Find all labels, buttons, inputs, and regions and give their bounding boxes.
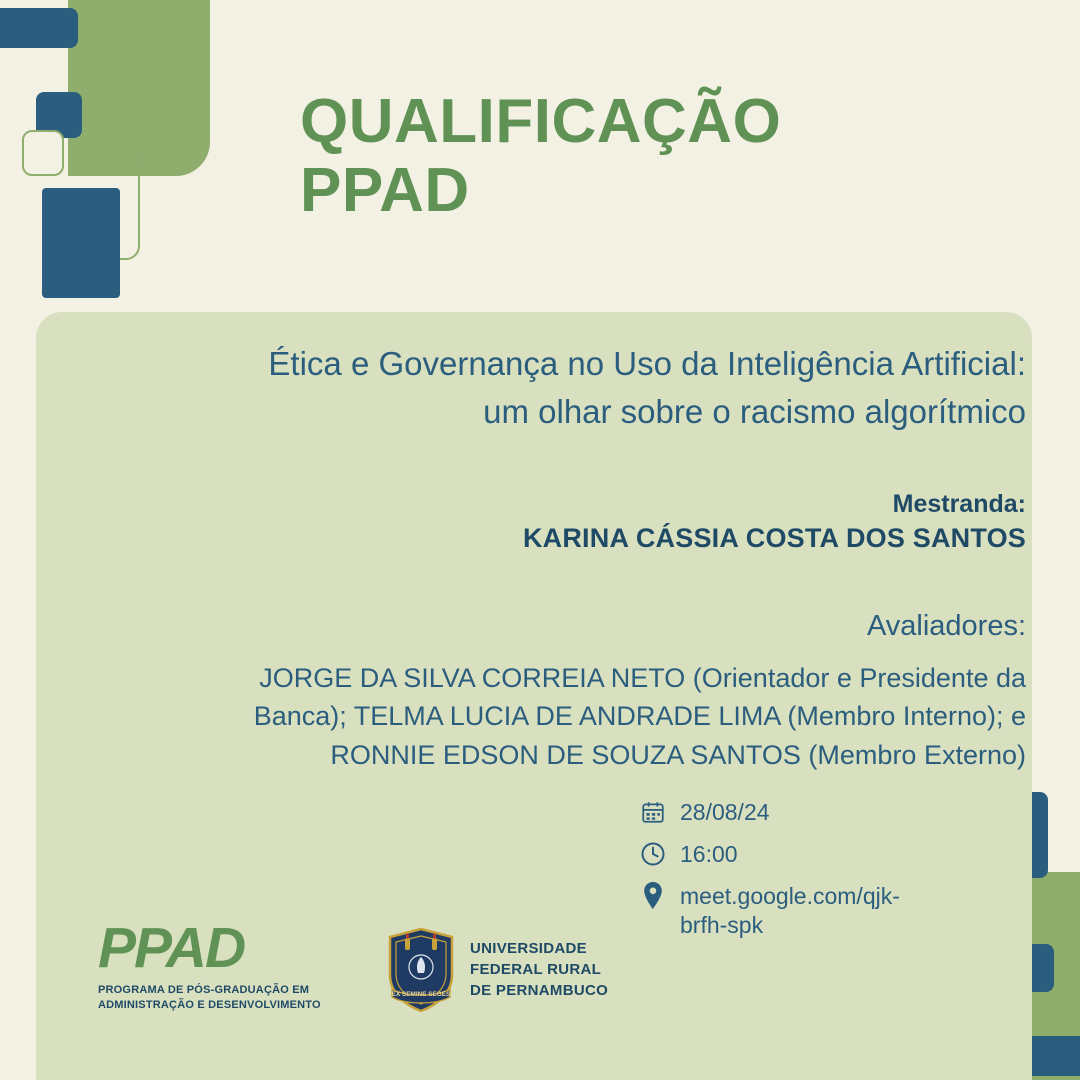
ppad-subtitle-line-1: PROGRAMA DE PÓS-GRADUAÇÃO EM: [98, 984, 310, 996]
decor-blue-tall-top: [42, 188, 120, 298]
ufrpe-name-line-3: DE PERNAMBUCO: [470, 982, 609, 1000]
ufrpe-name-line-1: UNIVERSIDADE: [470, 939, 587, 957]
clock-icon: [636, 838, 670, 870]
subject-line-2: um olhar sobre o racismo algorítmico: [483, 392, 1026, 430]
reviewers-block: [96, 610, 1026, 774]
event-date-row: [636, 796, 976, 828]
ufrpe-name: [470, 938, 608, 1002]
ufrpe-crest-icon: [384, 927, 458, 1013]
event-time-row: [636, 838, 976, 870]
reviewers-names: [96, 659, 1026, 774]
reviewers-line-1: JORGE DA SILVA CORREIA NETO (Orientador e Presidente da: [259, 663, 1026, 693]
map-pin-icon: [636, 880, 670, 912]
footer-logos: [98, 916, 609, 1013]
event-date: 28/08/24: [680, 799, 770, 825]
speaker-name: KARINA CÁSSIA COSTA DOS SANTOS: [522, 523, 1026, 553]
subject-line-1: Ética e Governança no Uso da Inteligência Artificial:: [268, 345, 1026, 382]
reviewers-line-2: Banca); TELMA LUCIA DE ANDRADE LIMA (Membro Interno); e: [253, 701, 1026, 732]
ufrpe-name-line-2: FEDERAL RURAL: [470, 961, 602, 979]
content-card: [36, 312, 1032, 1080]
svg-text:EX SEMINE SEGES: EX SEMINE SEGES: [391, 990, 451, 998]
reviewers-line-3: RONNIE EDSON DE SOUZA SANTOS (Membro Externo): [330, 739, 1026, 770]
page-title: [300, 87, 940, 225]
reviewers-title: Avaliadores:: [866, 610, 1026, 642]
event-info: [636, 796, 976, 951]
event-location[interactable]: meet.google.com/qjk-brfh-spk: [680, 883, 900, 939]
title-line-1: QUALIFICAÇÃO: [300, 87, 782, 156]
ppad-logo: [98, 916, 348, 1013]
ppad-subtitle-line-2: ADMINISTRAÇÃO E DESENVOLVIMENTO: [98, 998, 321, 1011]
presentation-subject: [96, 340, 1026, 436]
ppad-wordmark: PPAD: [98, 916, 245, 980]
event-time: 16:00: [680, 841, 738, 867]
speaker-role: Mestranda:: [892, 490, 1026, 518]
decor-green-outline-top: [112, 0, 200, 14]
decor-green-connector-top: [118, 150, 140, 260]
decor-green-square-outline-top: [22, 130, 64, 176]
speaker-block: [96, 490, 1026, 554]
title-line-2: PPAD: [300, 155, 470, 225]
decor-blue-bar-top: [0, 8, 78, 48]
event-location-row[interactable]: [636, 880, 976, 941]
ppad-subtitle: [98, 983, 348, 1013]
decor-green-block-top: [68, 0, 210, 176]
calendar-icon: [636, 796, 670, 828]
ufrpe-logo: [384, 927, 608, 1013]
